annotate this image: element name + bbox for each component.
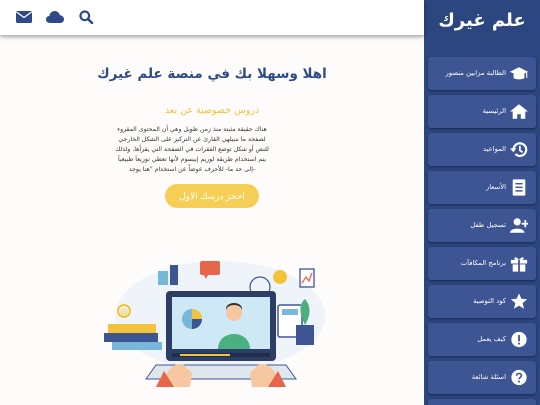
sidebar-item-rewards[interactable] <box>428 247 536 280</box>
star-icon <box>510 293 528 310</box>
sidebar-item-label: تسجيل طفل <box>470 221 506 229</box>
sidebar-item-appointments[interactable] <box>428 133 536 166</box>
search-icon[interactable] <box>78 10 94 24</box>
home-icon <box>510 103 528 120</box>
envelope-icon[interactable] <box>16 10 32 24</box>
sidebar-item-label: المواعيد <box>483 145 506 153</box>
book-lesson-button[interactable]: احجز درسك الاول <box>165 184 259 208</box>
sidebar-item-label: برنامج المكافآت <box>460 259 506 267</box>
sidebar-item-register-child[interactable] <box>428 209 536 242</box>
welcome-heading: اهلا وسهلا بك في منصة علم غيرك <box>97 66 327 82</box>
svg-text:@: @ <box>120 307 128 316</box>
gift-icon <box>510 255 528 272</box>
sidebar-item-home[interactable] <box>428 95 536 128</box>
sidebar-item-label: كود التوصية <box>473 297 506 305</box>
question-icon <box>510 369 528 386</box>
sidebar-item-student[interactable] <box>428 57 536 90</box>
main-content <box>0 35 424 405</box>
sidebar-item-referral-code[interactable] <box>428 285 536 318</box>
sidebar-item-label: الرئيسية <box>482 107 506 115</box>
sidebar-item-label: اسئلة شائعة <box>471 373 506 381</box>
top-bar <box>0 0 424 35</box>
intro-paragraph: هناك حقيقة مثبتة منذ زمن طويل وهي أن المحتوى المقروء لصفحة ما سيلهي القارئ عن التركيز على الشكل الخارجي للنص أو شكل توضع الفقرات في الصفحة التي يقرأها. ولذلك يتم استخدام طريقة لوريم إيبسوم لأنها تعطي توزيعاَ طبيعياَ -إلى حد ما- للأحرف عوضاً عن استخدام "هنا يوجد <box>115 126 269 173</box>
cloud-icon[interactable] <box>46 10 64 24</box>
online-lesson-illustration <box>100 221 340 387</box>
exclamation-icon <box>510 331 528 348</box>
sidebar-item-label: الأسعار <box>485 183 506 191</box>
user-plus-icon <box>510 217 528 234</box>
sidebar-item-more[interactable] <box>428 399 536 405</box>
sidebar-item-label: الطالبة مزايين منصور <box>445 69 506 77</box>
sidebar-item-label: كيف يعمل <box>477 335 506 343</box>
sidebar <box>424 0 540 405</box>
sidebar-item-prices[interactable] <box>428 171 536 204</box>
subtitle: دروس خصوصية عن بعد <box>164 105 260 116</box>
sidebar-item-faq[interactable] <box>428 361 536 394</box>
brand-title[interactable]: علم غيرك <box>438 10 526 31</box>
graduation-cap-icon <box>510 65 528 82</box>
history-icon <box>510 141 528 158</box>
sidebar-item-how-it-works[interactable] <box>428 323 536 356</box>
file-list-icon <box>510 179 528 196</box>
